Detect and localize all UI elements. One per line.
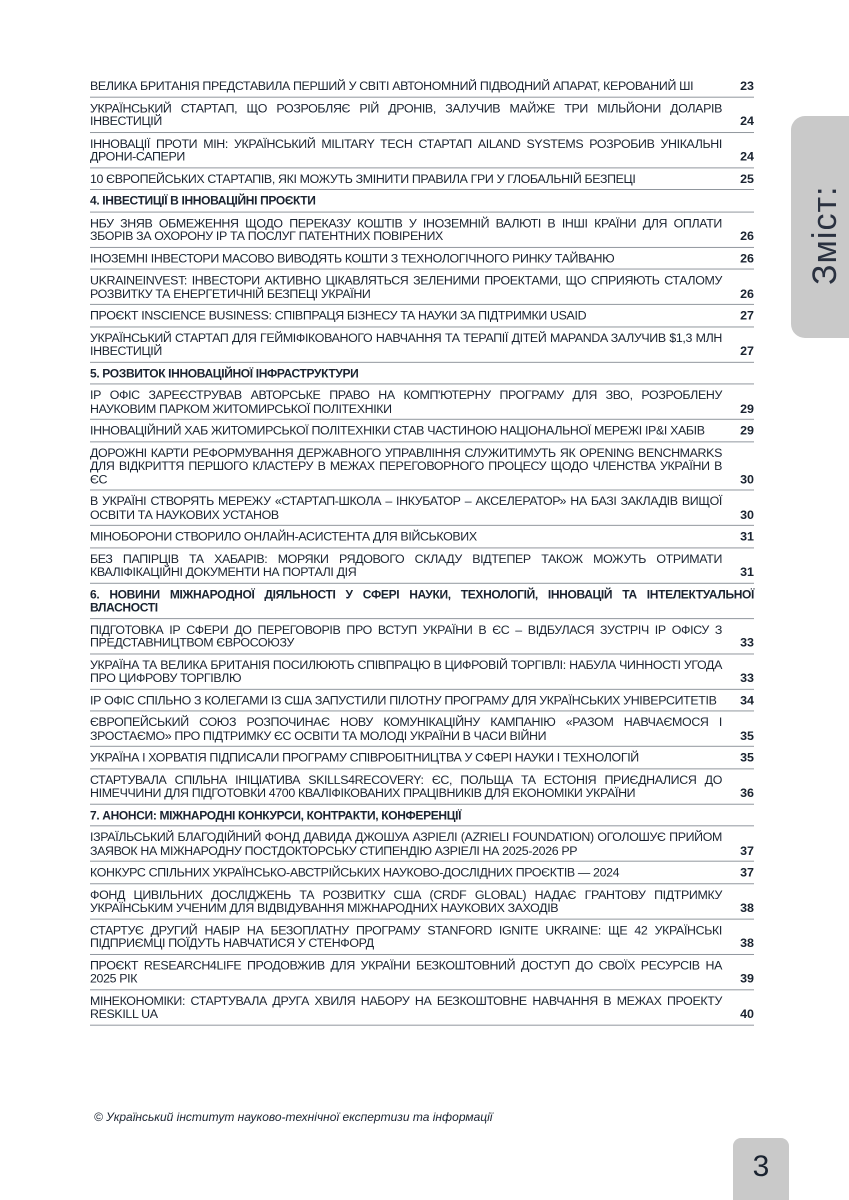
toc-entry-page: 30 (740, 472, 754, 487)
toc-entry-page: 23 (740, 79, 754, 93)
toc-section-heading: 7. АНОНСИ: МІЖНАРОДНІ КОНКУРСИ, КОНТРАКТИ, КОНФЕРЕНЦІЇ (90, 809, 754, 826)
toc-entry[interactable] (90, 889, 754, 919)
toc-entry-title: СТАРТУВАЛА СПІЛЬНА ІНІЦІАТИВА SKILLS4RECOVERY: ЄС, ПОЛЬЩА ТА ЕСТОНІЯ ПРИЄДНАЛИСЯ ДО НІМЕЧЧИНИ ДЛЯ ПІДГОТОВКИ 4700 КВАЛІФІКОВАНИХ ПРАЦІВНИКІВ ДЛЯ ЕКОНОМІКИ УКРАЇНИ (90, 772, 722, 800)
toc-entry-title: ІР ОФІС ЗАРЕЄСТРУВАВ АВТОРСЬКЕ ПРАВО НА КОМП'ЮТЕРНУ ПРОГРАМУ ДЛЯ ЗВО, РОЗРОБЛЕНУ НАУКОВИМ ПАРКОМ ЖИТОМИРСЬКОЇ ПОЛІТЕХНІКИ (90, 388, 722, 416)
toc-entry-title: ДОРОЖНІ КАРТИ РЕФОРМУВАННЯ ДЕРЖАВНОГО УПРАВЛІННЯ СЛУЖИТИМУТЬ ЯК OPENING BENCHMARKS ДЛЯ ВІДКРИТТЯ ПЕРШОГО КЛАСТЕРУ В МЕЖАХ ПЕРЕГОВОРНОГО ПРОЦЕСУ ЩОДО ЧЛЕНСТВА УКРАЇНИ В ЄС (90, 445, 722, 487)
toc-entry[interactable] (90, 102, 754, 132)
toc-entry-page: 35 (740, 728, 754, 743)
toc-entry[interactable] (90, 389, 754, 419)
toc-entry-title: СТАРТУЄ ДРУГИЙ НАБІР НА БЕЗОПЛАТНУ ПРОГРАМУ STANFORD IGNITE UKRAINE: ЩЕ 42 УКРАЇНСЬКІ ПІДПРИЄМЦІ ПОЇДУТЬ НАВЧАТИСЯ У СТЕНФОРД (90, 923, 722, 951)
toc-entry-page: 34 (740, 693, 754, 708)
toc-entry-title: В УКРАЇНІ СТВОРЯТЬ МЕРЕЖУ «СТАРТАП-ШКОЛА – ІНКУБАТОР – АКСЕЛЕРАТОР» НА БАЗІ ЗАКЛАДІВ ВИЩОЇ ОСВІТИ ТА НАУКОВИХ УСТАНОВ (90, 494, 722, 522)
copyright-footer: © Український інститут науково-технічної експертизи та інформації (94, 1110, 493, 1124)
toc-entry-title: УКРАЇНА І ХОРВАТІЯ ПІДПИСАЛИ ПРОГРАМУ СПІВРОБІТНИЦТВА У СФЕРІ НАУКИ І ТЕХНОЛОГІЙ (90, 750, 639, 765)
toc-entry-page: 27 (740, 308, 754, 323)
toc-entry[interactable] (90, 959, 754, 989)
toc-entry-page: 40 (740, 1007, 754, 1021)
toc-entry-title: ПІДГОТОВКА ІР СФЕРИ ДО ПЕРЕГОВОРІВ ПРО ВСТУП УКРАЇНИ В ЄС – ВІДБУЛАСЯ ЗУСТРІЧ ІР ОФІСУ З ПРЕДСТАВНИЦТВОМ ЄВРОСОЮЗУ (90, 622, 722, 650)
toc-entry-title: ФОНД ЦИВІЛЬНИХ ДОСЛІДЖЕНЬ ТА РОЗВИТКУ США (CRDF GLOBAL) НАДАЄ ГРАНТОВУ ПІДТРИМКУ УКРАЇНСЬКИМ УЧЕНИМ ДЛЯ ВІДВІДУВАННЯ МІЖНАРОДНИХ НАУКОВИХ ЗАХОДІВ (90, 887, 722, 915)
toc-entry-title: 10 ЄВРОПЕЙСЬКИХ СТАРТАПІВ, ЯКІ МОЖУТЬ ЗМІНИТИ ПРАВИЛА ГРИ У ГЛОБАЛЬНІЙ БЕЗПЕЦІ (90, 171, 636, 186)
toc-entry-page: 26 (740, 229, 754, 244)
toc-entry[interactable] (90, 924, 754, 954)
toc-entry[interactable] (90, 80, 754, 97)
toc-entry[interactable] (90, 716, 754, 746)
toc-entry[interactable] (90, 495, 754, 525)
toc-entry-page: 38 (740, 936, 754, 951)
toc-entry[interactable] (90, 447, 754, 491)
toc-entry-title: КОНКУРС СПІЛЬНИХ УКРАЇНСЬКО-АВСТРІЙСЬКИХ НАУКОВО-ДОСЛІДНИХ ПРОЄКТІВ — 2024 (90, 865, 620, 880)
toc-entry-page: 31 (740, 529, 754, 544)
page-number: 3 (752, 1150, 770, 1183)
toc-section-heading: 4. ІНВЕСТИЦІЇ В ІННОВАЦІЙНІ ПРОЄКТИ (90, 195, 754, 212)
toc-entry-title: ІЗРАЇЛЬСЬКИЙ БЛАГОДІЙНИЙ ФОНД ДАВИДА ДЖОШУА АЗРІЕЛІ (AZRIELI FOUNDATION) ОГОЛОШУЄ ПРИЙОМ ЗАЯВОК НА МІЖНАРОДНУ ПОСТДОКТОРСЬКУ СТИПЕНДІЮ АЗРІЕЛІ НА 2025-2026 РР (90, 830, 722, 858)
toc-entry-title: ЄВРОПЕЙСЬКИЙ СОЮЗ РОЗПОЧИНАЄ НОВУ КОМУНІКАЦІЙНУ КАМПАНІЮ «РАЗОМ НАВЧАЄМОСЯ І ЗРОСТАЄМО» ПРО ПІДТРИМКУ ЄС ОСВІТИ ТА МОЛОДІ УКРАЇНИ В ЧАСИ ВІЙНИ (90, 715, 722, 743)
toc-entry[interactable] (90, 995, 754, 1025)
toc-entry-page: 33 (740, 671, 754, 685)
toc-entry-page: 39 (740, 971, 754, 986)
toc-entry-page: 35 (740, 750, 754, 765)
toc-entry-page: 25 (740, 171, 754, 186)
toc-entry[interactable] (90, 831, 754, 861)
toc-entry[interactable] (90, 752, 754, 769)
toc-entry-title: ВЕЛИКА БРИТАНІЯ ПРЕДСТАВИЛА ПЕРШИЙ У СВІТІ АВТОНОМНИЙ ПІДВОДНИЙ АПАРАТ, КЕРОВАНИЙ ШІ (90, 79, 694, 93)
toc-entry-title: МІНЕКОНОМІКИ: СТАРТУВАЛА ДРУГА ХВИЛЯ НАБОРУ НА БЕЗКОШТОВНЕ НАВЧАННЯ В МЕЖАХ ПРОЕКТУ RESKILL UA (90, 993, 722, 1021)
toc-entry-page: 29 (740, 401, 754, 416)
toc-entry[interactable] (90, 694, 754, 711)
toc-entry-page: 37 (740, 865, 754, 880)
toc-entry-page: 33 (740, 635, 754, 650)
toc-entry-title: УКРАЇНА ТА ВЕЛИКА БРИТАНІЯ ПОСИЛЮЮТЬ СПІВПРАЦЮ В ЦИФРОВІЙ ТОРГІВЛІ: НАБУЛА ЧИННОСТІ УГОДА ПРО ЦИФРОВУ ТОРГІВЛЮ (90, 657, 722, 685)
toc-entry[interactable] (90, 531, 754, 548)
toc-entry-title: ІННОВАЦІЇ ПРОТИ МІН: УКРАЇНСЬКИЙ MILITARY TECH СТАРТАП AILAND SYSTEMS РОЗРОБИВ УНІКАЛЬНІ ДРОНИ-САПЕРИ (90, 136, 722, 164)
toc-section-heading: 6. НОВИНИ МІЖНАРОДНОЇ ДІЯЛЬНОСТІ У СФЕРІ НАУКИ, ТЕХНОЛОГІЙ, ІННОВАЦІЙ ТА ІНТЕЛЕКТУАЛЬНОЇ ВЛАСНОСТІ (90, 588, 754, 618)
toc-entry-page: 27 (740, 344, 754, 358)
toc-entry[interactable] (90, 425, 754, 442)
contents-side-label: Зміст: (806, 185, 844, 285)
toc-entry-title: ІНОЗЕМНІ ІНВЕСТОРИ МАСОВО ВИВОДЯТЬ КОШТИ З ТЕХНОЛОГІЧНОГО РИНКУ ТАЙВАНЮ (90, 251, 615, 266)
toc-entry-title: БЕЗ ПАПІРЦІВ ТА ХАБАРІВ: МОРЯКИ РЯДОВОГО СКЛАДУ ВІДТЕПЕР ТАКОЖ МОЖУТЬ ОТРИМАТИ КВАЛІФІКАЦІЙНІ ДОКУМЕНТИ НА ПОРТАЛІ ДІЯ (90, 551, 722, 579)
toc-entry-page: 24 (740, 149, 754, 164)
toc-entry[interactable] (90, 137, 754, 167)
toc-entry-title: УКРАЇНСЬКИЙ СТАРТАП ДЛЯ ГЕЙМІФІКОВАНОГО НАВЧАННЯ ТА ТЕРАПІЇ ДІТЕЙ MAPANDA ЗАЛУЧИВ $1,3 МЛН ІНВЕСТИЦІЙ (90, 330, 722, 358)
toc-entry-title: UKRAINEINVEST: ІНВЕСТОРИ АКТИВНО ЦІКАВЛЯТЬСЯ ЗЕЛЕНИМИ ПРОЕКТАМИ, ЩО СПРИЯЮТЬ СТАЛОМУ РОЗВИТКУ ТА ЕНЕРГЕТИЧНІЙ БЕЗПЕЦІ УКРАЇНИ (90, 273, 722, 301)
toc-entry-page: 36 (740, 786, 754, 800)
toc-entry-title: ІННОВАЦІЙНИЙ ХАБ ЖИТОМИРСЬКОЇ ПОЛІТЕХНІКИ СТАВ ЧАСТИНОЮ НАЦІОНАЛЬНОЇ МЕРЕЖІ ІР&І ХАБІВ (90, 423, 705, 438)
toc-entry-title: ПРОЄКТ RESEARCH4LIFE ПРОДОВЖИВ ДЛЯ УКРАЇНИ БЕЗКОШТОВНИЙ ДОСТУП ДО СВОЇХ РЕСУРСІВ НА 2025 РІК (90, 958, 722, 986)
toc-entry[interactable] (90, 332, 754, 362)
toc-entry-title: МІНОБОРОНИ СТВОРИЛО ОНЛАЙН-АСИСТЕНТА ДЛЯ ВІЙСЬКОВИХ (90, 529, 477, 544)
toc-entry[interactable] (90, 274, 754, 304)
toc-entry[interactable] (90, 173, 754, 190)
toc-entry-page: 38 (740, 900, 754, 915)
toc-entry-page: 30 (740, 507, 754, 522)
table-of-contents (90, 80, 754, 1030)
toc-entry[interactable] (90, 217, 754, 247)
toc-entry[interactable] (90, 252, 754, 269)
toc-entry[interactable] (90, 310, 754, 327)
toc-entry[interactable] (90, 553, 754, 583)
toc-entry-page: 31 (740, 565, 754, 579)
toc-entry-title: УКРАЇНСЬКИЙ СТАРТАП, ЩО РОЗРОБЛЯЄ РІЙ ДРОНІВ, ЗАЛУЧИВ МАЙЖЕ ТРИ МІЛЬЙОНИ ДОЛАРІВ ІНВЕСТИЦІЙ (90, 101, 722, 129)
toc-section-heading: 5. РОЗВИТОК ІННОВАЦІЙНОЇ ІНФРАСТРУКТУРИ (90, 367, 754, 384)
toc-entry-title: ІР ОФІС СПІЛЬНО З КОЛЕГАМИ ІЗ США ЗАПУСТИЛИ ПІЛОТНУ ПРОГРАМУ ДЛЯ УКРАЇНСЬКИХ УНІВЕРСИТЕТІВ (90, 693, 717, 708)
toc-entry-title: НБУ ЗНЯВ ОБМЕЖЕННЯ ЩОДО ПЕРЕКАЗУ КОШТІВ У ІНОЗЕМНІЙ ВАЛЮТІ В ІНШІ КРАЇНИ ДЛЯ ОПЛАТИ ЗБОРІВ ЗА ОХОРОНУ ІР ТА ПОСЛУГ ПАТЕНТНИХ ПОВІРЕНИХ (90, 216, 722, 244)
toc-entry[interactable] (90, 659, 754, 689)
toc-entry-page: 26 (740, 251, 754, 266)
toc-entry[interactable] (90, 624, 754, 654)
toc-entry-title: ПРОЄКТ INSCIENCE BUSINESS: СПІВПРАЦЯ БІЗНЕСУ ТА НАУКИ ЗА ПІДТРИМКИ USAID (90, 308, 587, 323)
toc-entry-page: 26 (740, 286, 754, 301)
toc-entry[interactable] (90, 774, 754, 804)
toc-entry-page: 29 (740, 423, 754, 438)
toc-entry[interactable] (90, 867, 754, 884)
toc-entry-page: 24 (740, 114, 754, 129)
toc-entry-page: 37 (740, 843, 754, 858)
